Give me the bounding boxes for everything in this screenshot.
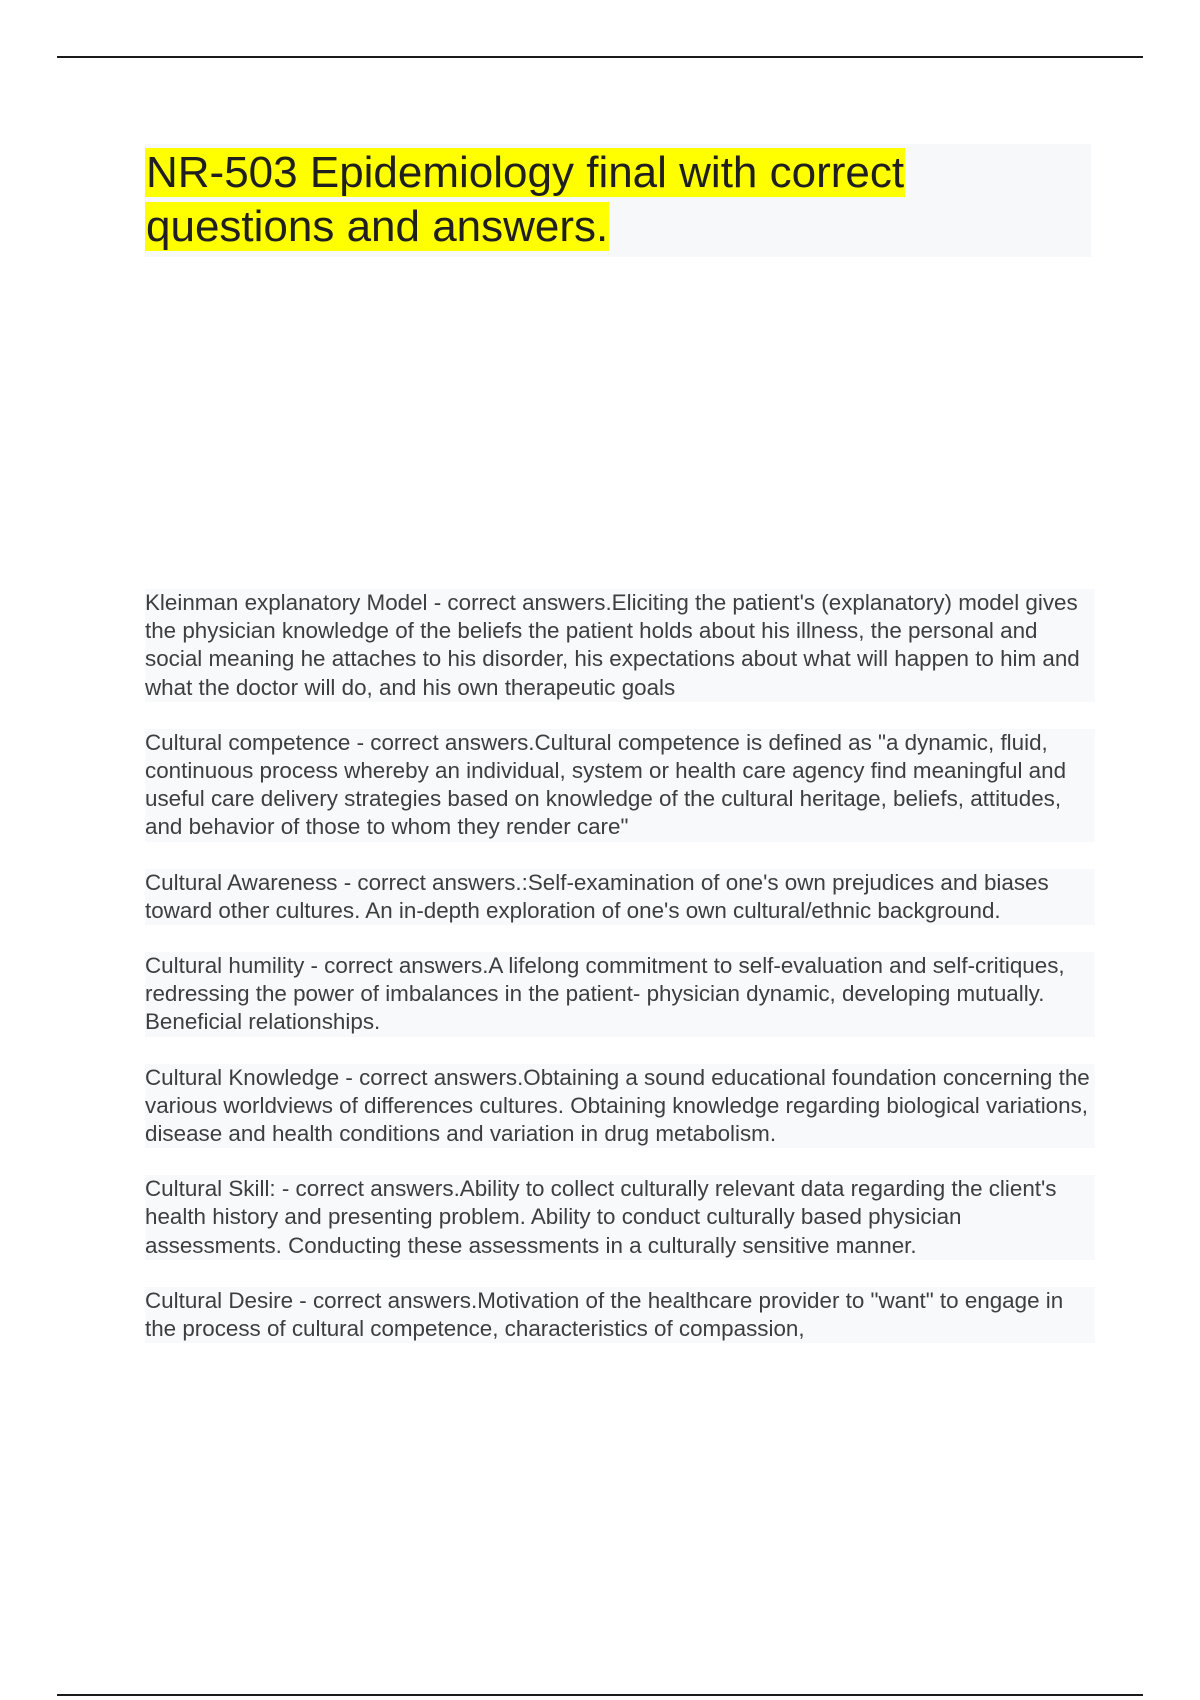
qa-entry-cultural-humility: Cultural humility - correct answers.A lifelong commitment to self-evaluation and self-critiques, redressing the power of imbalances in the patient- physician dynamic, developing mutually. Beneficial relationships.	[145, 952, 1095, 1037]
qa-entry-cultural-knowledge: Cultural Knowledge - correct answers.Obtaining a sound educational foundation concerning the various worldviews of differences cultures. Obtaining knowledge regarding biological variations, disease and health conditions and variation in drug metabolism.	[145, 1064, 1095, 1149]
title-block	[145, 144, 1091, 257]
qa-entry-cultural-awareness: Cultural Awareness - correct answers.:Self-examination of one's own prejudices and biases toward other cultures. An in-depth exploration of one's own cultural/ethnic background.	[145, 869, 1095, 925]
document-title-text: NR-503 Epidemiology final with correct questions and answers.	[146, 148, 905, 251]
qa-list	[145, 589, 1095, 1370]
qa-entry-cultural-competence: Cultural competence - correct answers.Cultural competence is defined as "a dynamic, fluid, continuous process whereby an individual, system or health care agency find meaningful and useful care delivery strategies based on knowledge of the cultural heritage, beliefs, attitudes, and behavior of those to whom they render care"	[145, 729, 1095, 842]
document-title	[145, 144, 1091, 254]
top-divider	[57, 56, 1143, 58]
qa-entry-cultural-skill: Cultural Skill: - correct answers.Ability to collect culturally relevant data regarding the client's health history and presenting problem. Ability to conduct culturally based physician assessments. Conducting these assessments in a culturally sensitive manner.	[145, 1175, 1095, 1260]
qa-entry-kleinman-model: Kleinman explanatory Model - correct answers.Eliciting the patient's (explanatory) model gives the physician knowledge of the beliefs the patient holds about his illness, the personal and social meaning he attaches to his disorder, his expectations about what will happen to him and what the doctor will do, and his own therapeutic goals	[145, 589, 1095, 702]
bottom-divider	[57, 1694, 1143, 1696]
qa-entry-cultural-desire: Cultural Desire - correct answers.Motivation of the healthcare provider to "want" to engage in the process of cultural competence, characteristics of compassion,	[145, 1287, 1095, 1343]
